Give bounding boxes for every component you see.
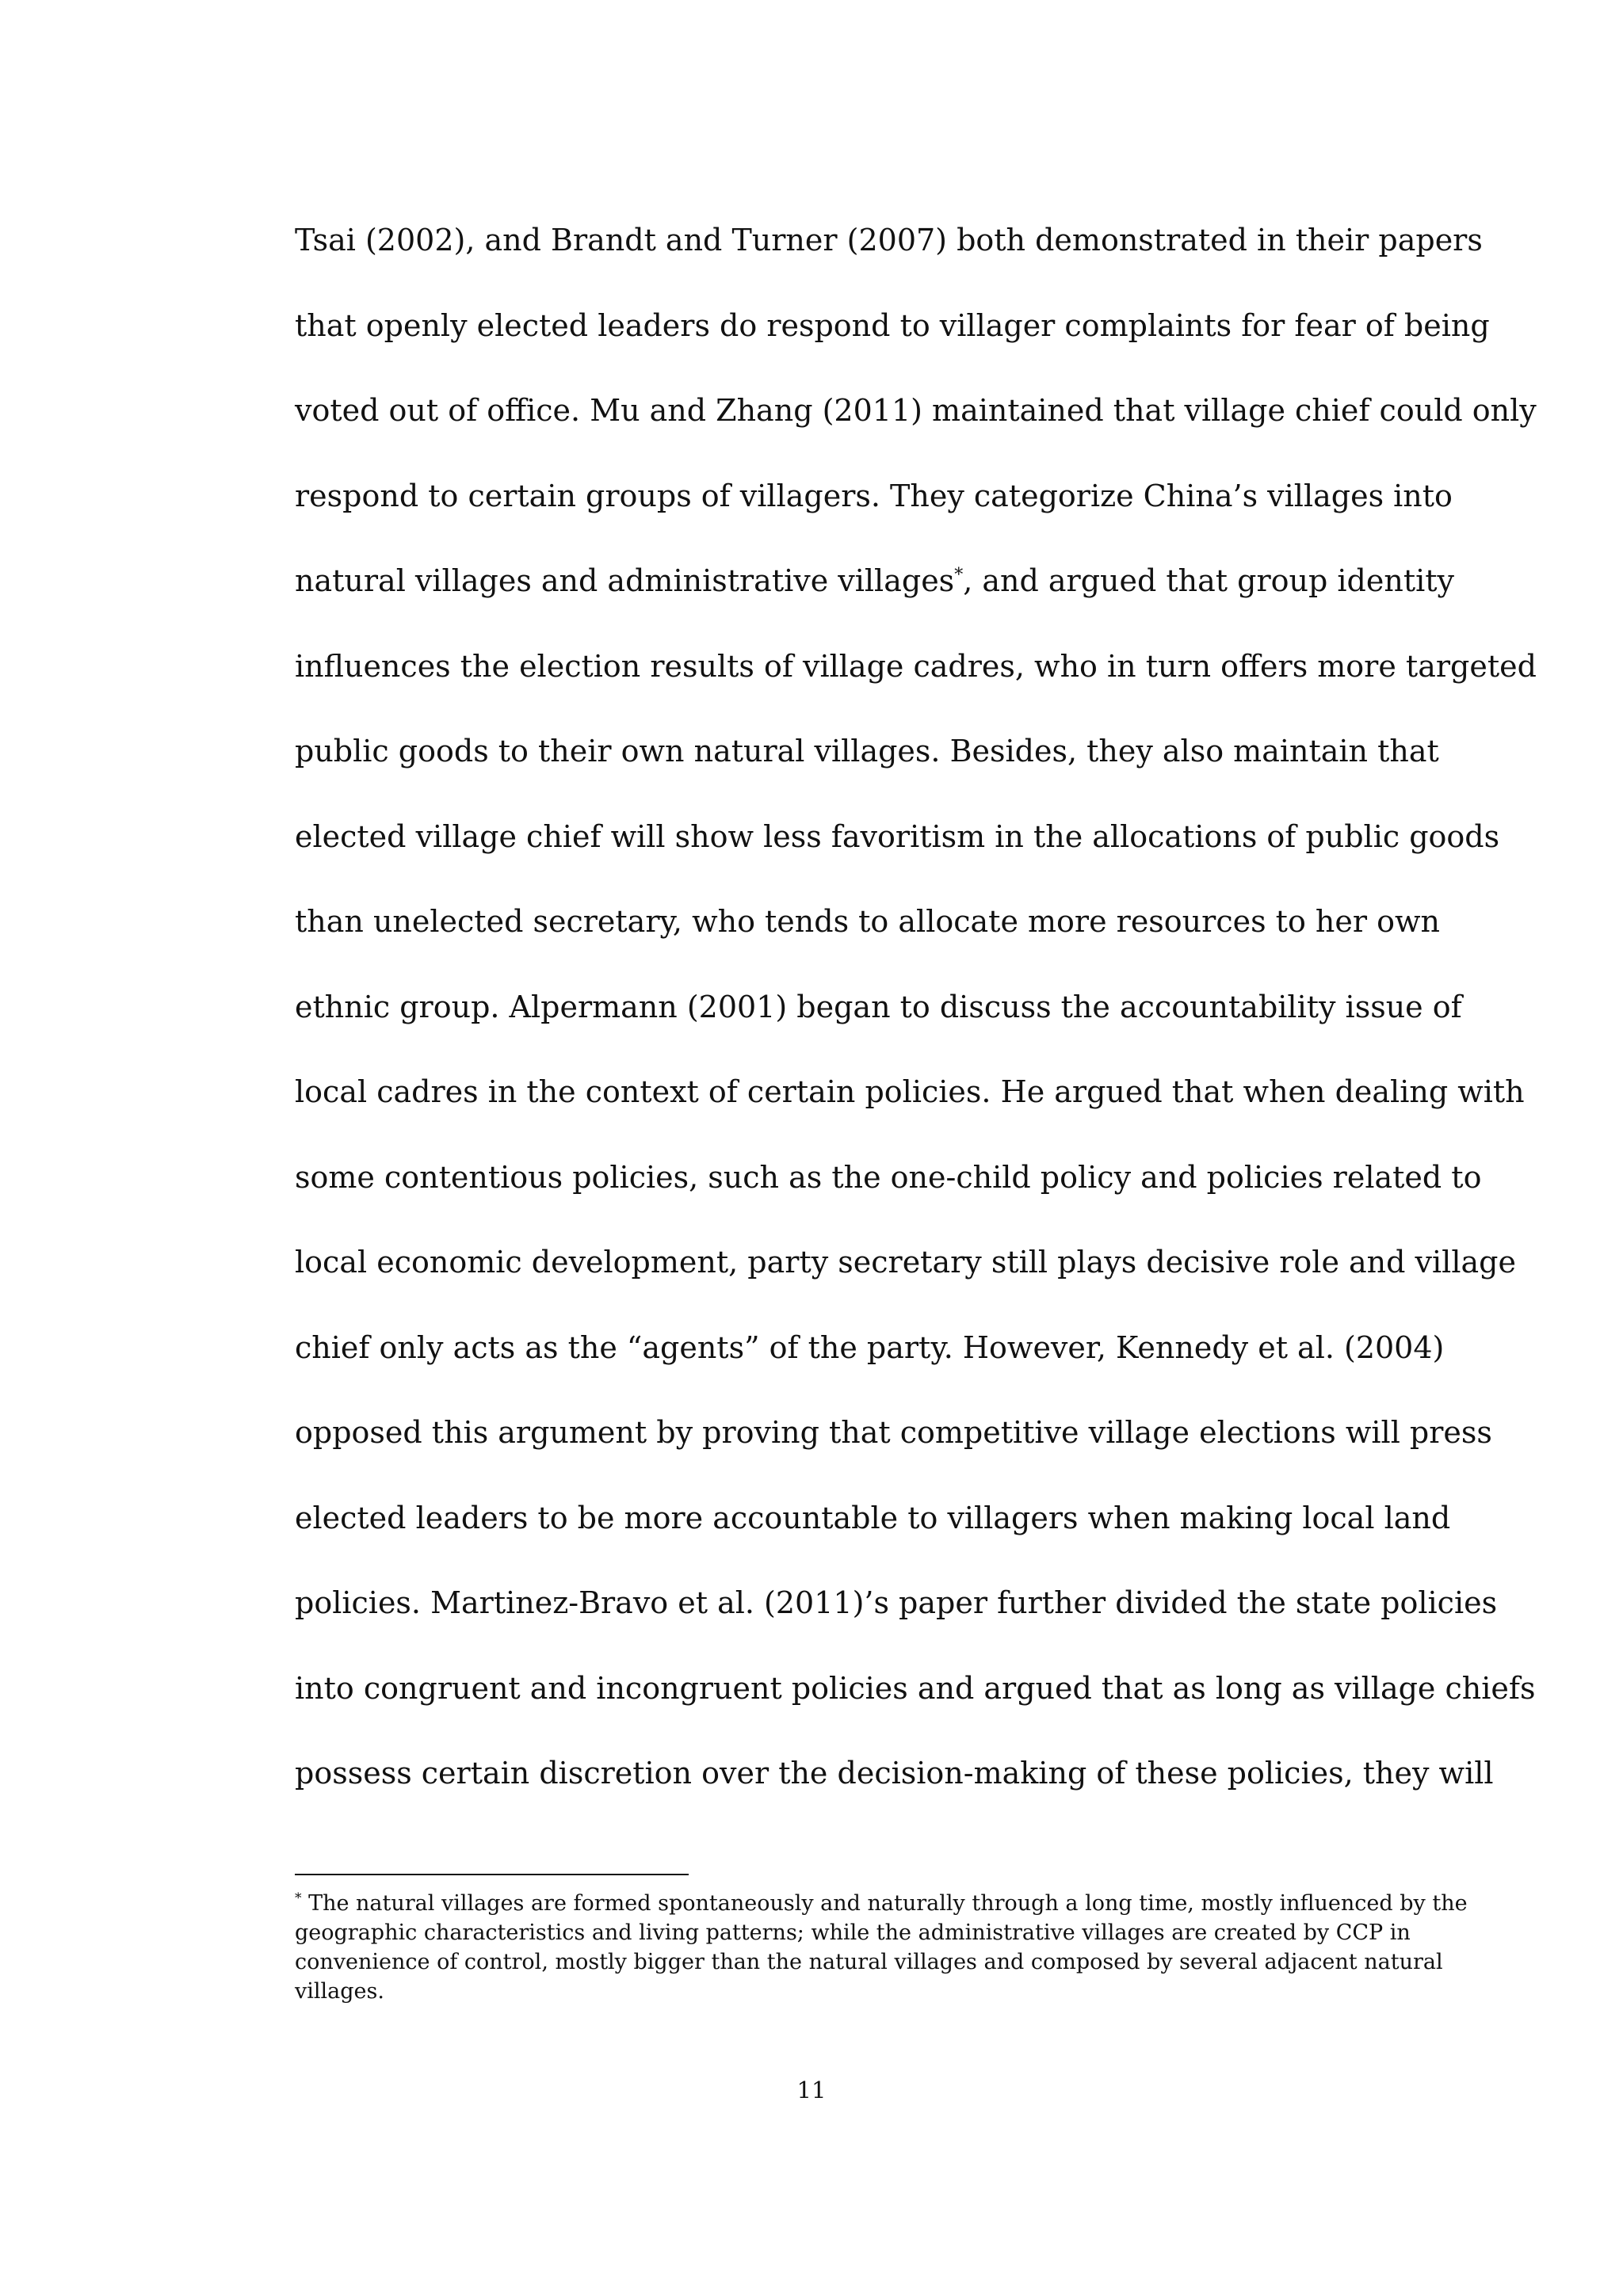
body-line-15: opposed this argument by proving that competitive village elections will press	[295, 1415, 1492, 1450]
body-line-6: influences the election results of village cadres, who in turn offers more targeted	[295, 648, 1537, 684]
footnote-mark: *	[295, 1890, 302, 1906]
body-line-7: public goods to their own natural villages. Besides, they also maintain that	[295, 734, 1439, 769]
body-line-14: chief only acts as the “agents” of the party. However, Kennedy et al. (2004)	[295, 1329, 1445, 1365]
body-line-19: possess certain discretion over the decision-making of these policies, they will	[295, 1756, 1494, 1791]
body-line-3: voted out of office. Mu and Zhang (2011) maintained that village chief could only	[295, 393, 1537, 428]
footnote	[295, 1889, 1468, 2006]
footnote-line-1-text: The natural villages are formed spontaneously and naturally through a long time, mostly influenced by the	[301, 1891, 1468, 1916]
body-line-8: elected village chief will show less favoritism in the allocations of public goods	[295, 818, 1500, 854]
body-paragraph	[295, 212, 1537, 1831]
body-line-5-start: natural villages and administrative villages	[295, 563, 955, 598]
body-line-18: into congruent and incongruent policies and argued that as long as village chiefs	[295, 1670, 1536, 1706]
body-line-13: local economic development, party secretary still plays decisive role and village	[295, 1245, 1516, 1280]
body-line-4: respond to certain groups of villagers. They categorize China’s villages into	[295, 478, 1453, 513]
body-line-17: policies. Martinez-Bravo et al. (2011)’s paper further divided the state policies	[295, 1585, 1498, 1620]
footnote-line-1	[295, 1889, 1468, 1918]
footnote-line-4: villages.	[295, 1979, 384, 2004]
footnote-separator	[295, 1874, 689, 1875]
page-number: 11	[796, 2077, 827, 2103]
body-line-10: ethnic group. Alpermann (2001) began to discuss the accountability issue of	[295, 989, 1462, 1024]
body-line-2: that openly elected leaders do respond to villager complaints for fear of being	[295, 307, 1490, 343]
body-line-5	[295, 553, 1454, 639]
body-line-9: than unelected secretary, who tends to allocate more resources to her own	[295, 904, 1440, 939]
footnote-line-2: geographic characteristics and living patterns; while the administrative villages are created by CCP in	[295, 1920, 1411, 1945]
body-line-1: Tsai (2002), and Brandt and Turner (2007) both demonstrated in their papers	[295, 223, 1483, 257]
body-line-5-end: , and argued that group identity	[963, 563, 1454, 598]
body-line-11: local cadres in the context of certain policies. He argued that when dealing with	[295, 1074, 1525, 1109]
body-line-12: some contentious policies, such as the one-child policy and policies related to	[295, 1159, 1482, 1195]
footnote-line-3: convenience of control, mostly bigger than the natural villages and composed by several adjacent natural	[295, 1950, 1443, 1974]
footnote-reference-mark[interactable]: *	[954, 565, 964, 585]
body-line-16: elected leaders to be more accountable to villagers when making local land	[295, 1500, 1451, 1535]
